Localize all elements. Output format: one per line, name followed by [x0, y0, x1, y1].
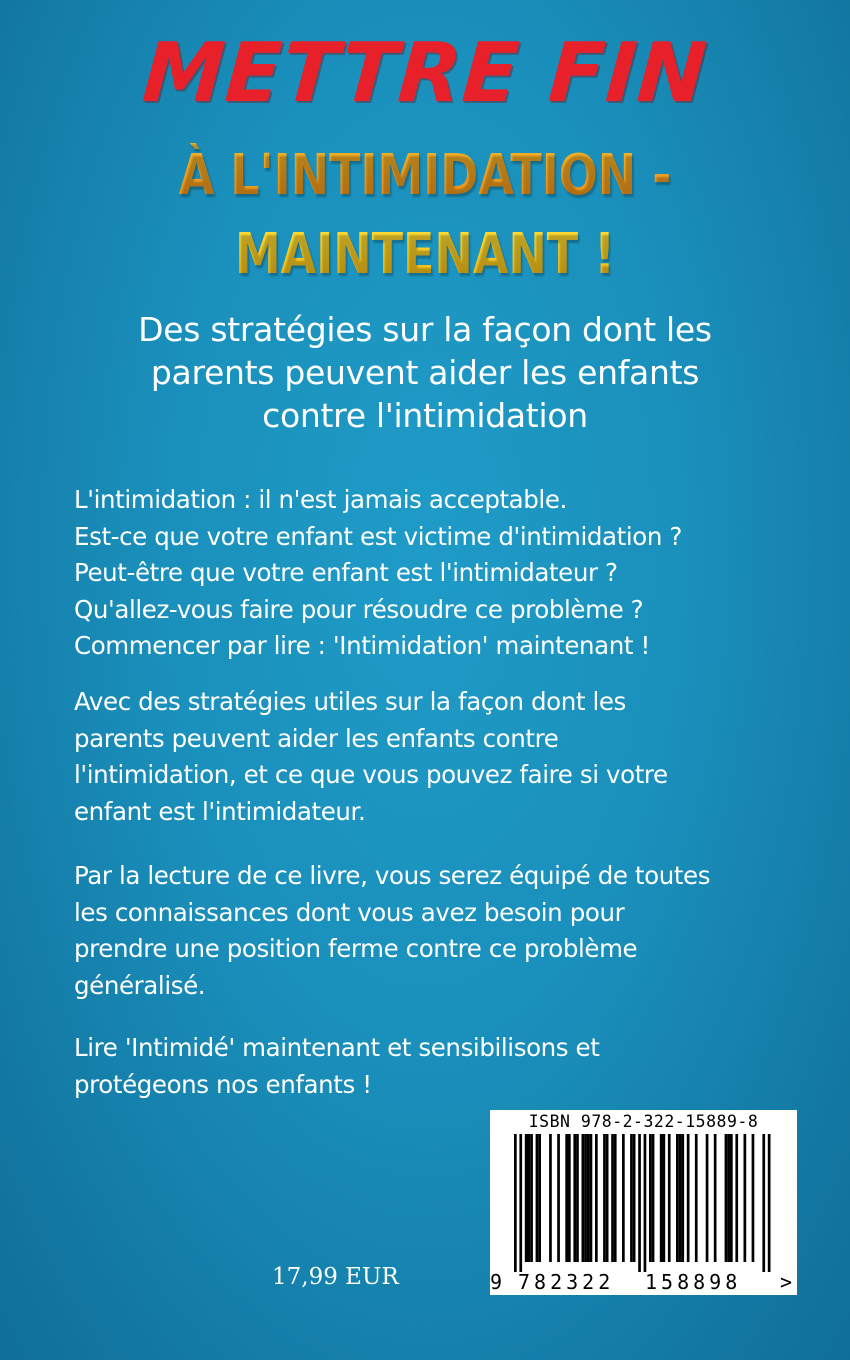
blurb-line: Qu'allez-vous faire pour résoudre ce problème ? — [74, 594, 644, 624]
barcode-bar — [514, 1134, 517, 1272]
barcode-bar — [519, 1134, 522, 1272]
blurb-paragraph-4 — [74, 1030, 794, 1103]
subtitle-line: parents peuvent aider les enfants — [150, 353, 700, 392]
blurb-paragraph-3 — [74, 858, 794, 1004]
barcode-bar — [576, 1134, 579, 1262]
barcode-bar — [538, 1134, 541, 1262]
barcode-bar — [584, 1134, 587, 1262]
barcode-bar — [679, 1134, 682, 1262]
barcode-bar — [638, 1134, 641, 1272]
barcode-bar — [622, 1134, 625, 1262]
barcode-bar — [762, 1134, 765, 1272]
ean-right-group: 158898 — [645, 1270, 742, 1294]
blurb-line: parents peuvent aider les enfants contre — [74, 723, 559, 753]
barcode-bar — [649, 1134, 652, 1262]
barcode-bar — [630, 1134, 633, 1262]
barcode-bar — [695, 1134, 698, 1262]
barcode-bar — [611, 1134, 614, 1262]
barcode-bar — [536, 1134, 539, 1262]
title-line-1: METTRE FIN — [139, 26, 711, 121]
ean-left-group: 782322 — [518, 1270, 615, 1294]
barcode-bar — [595, 1134, 598, 1262]
barcode-bar — [660, 1134, 663, 1262]
blurb-line: enfant est l'intimidateur. — [74, 796, 366, 826]
barcode-bar — [687, 1134, 690, 1262]
barcode-bar — [568, 1134, 571, 1262]
barcode-bar — [668, 1134, 671, 1262]
barcode-bar — [676, 1134, 679, 1262]
barcode-bars — [500, 1134, 787, 1274]
isbn-label: ISBN 978-2-322-15889-8 — [528, 1112, 759, 1131]
barcode-bar — [727, 1134, 730, 1262]
blurb-line: Peut-être que votre enfant est l'intimidateur ? — [74, 558, 618, 587]
blurb-line: Est-ce que votre enfant est victime d'intimidation ? — [74, 521, 682, 551]
barcode-bar — [549, 1134, 552, 1262]
barcode-bar — [744, 1134, 747, 1262]
barcode-bar — [730, 1134, 733, 1262]
blurb-paragraph-2 — [74, 684, 794, 830]
barcode-bar — [530, 1134, 533, 1262]
barcode-bar — [582, 1134, 585, 1262]
barcode-bar — [573, 1134, 576, 1262]
blurb-line: protégeons nos enfants ! — [74, 1069, 372, 1099]
barcode-bar — [652, 1134, 655, 1262]
ean-arrow: > — [780, 1270, 793, 1294]
price-label: 17,99 EUR — [272, 1264, 399, 1290]
ean-first-digit: 9 — [490, 1270, 503, 1294]
barcode-bar — [725, 1134, 728, 1262]
barcode-bar — [614, 1134, 617, 1262]
barcode-bar — [681, 1134, 684, 1262]
subtitle — [60, 308, 790, 437]
blurb-line: Commencer par lire : 'Intimidation' maintenant ! — [74, 631, 650, 660]
blurb-line: les connaissances dont vous avez besoin pour — [74, 897, 625, 927]
barcode-bar — [528, 1134, 531, 1262]
barcode-bar — [714, 1134, 717, 1262]
blurb-paragraph-1 — [74, 482, 794, 665]
blurb-line: généralisé. — [74, 970, 206, 1000]
barcode-bar — [768, 1134, 771, 1272]
barcode-bar — [706, 1134, 709, 1262]
blurb-line: prendre une position ferme contre ce problème — [74, 934, 638, 963]
barcode-bar — [735, 1134, 738, 1262]
barcode-bar — [663, 1134, 666, 1262]
title-line-3: MAINTENANT ! — [77, 222, 774, 287]
barcode-bar — [525, 1134, 528, 1262]
barcode-bar — [565, 1134, 568, 1262]
blurb-line: Lire 'Intimidé' maintenant et sensibilisons et — [74, 1033, 600, 1062]
barcode-bar — [557, 1134, 560, 1262]
blurb-line: l'intimidation, et ce que vous pouvez faire si votre — [74, 760, 668, 789]
barcode-bar — [752, 1134, 755, 1262]
blurb-line: L'intimidation : il n'est jamais acceptable. — [74, 485, 567, 514]
barcode-bar — [603, 1134, 606, 1262]
barcode-bar — [644, 1134, 647, 1272]
blurb-line: Avec des stratégies utiles sur la façon dont les — [74, 687, 626, 716]
barcode-bar — [606, 1134, 609, 1262]
isbn-barcode — [490, 1110, 797, 1295]
barcode-bar — [590, 1134, 593, 1262]
barcode-bar — [633, 1134, 636, 1262]
blurb-line: Par la lecture de ce livre, vous serez équipé de toutes — [74, 861, 711, 890]
subtitle-line: Des stratégies sur la façon dont les — [138, 310, 712, 349]
barcode-bar — [587, 1134, 590, 1262]
title-line-2: À L'INTIMIDATION - — [77, 143, 774, 208]
subtitle-line: contre l'intimidation — [262, 396, 588, 435]
